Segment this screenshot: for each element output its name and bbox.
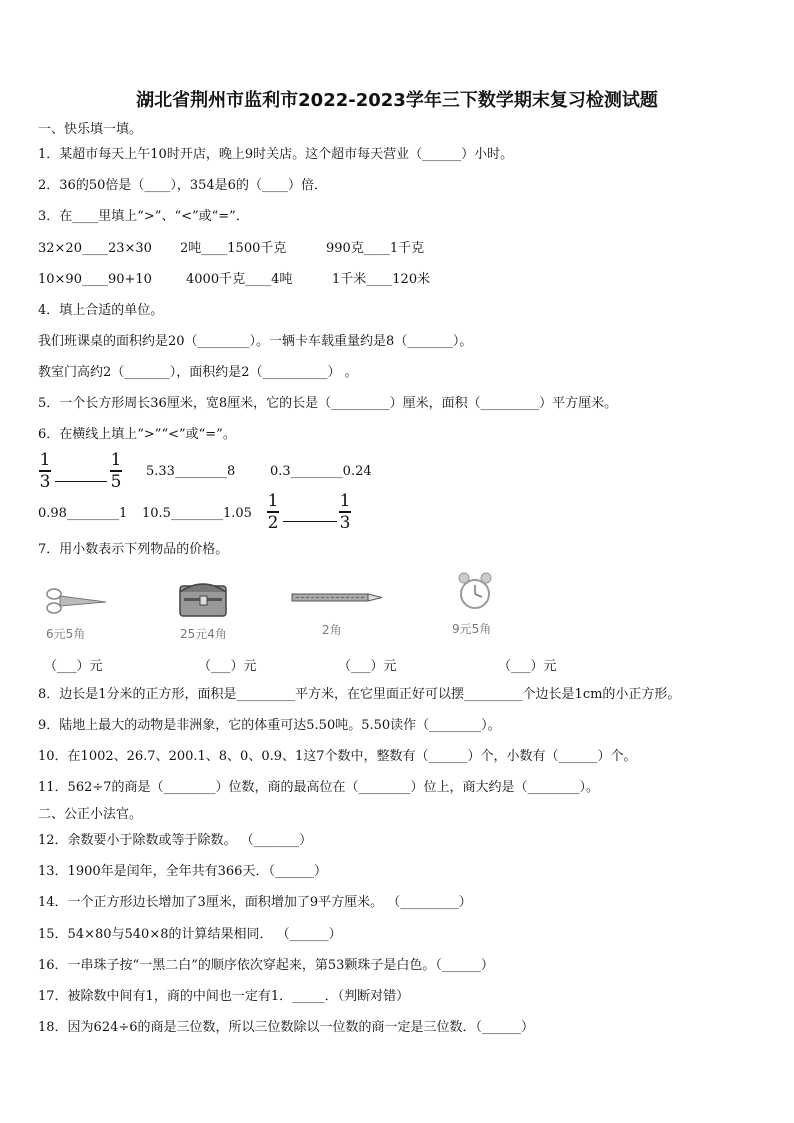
compare-item: 10.5________1.05 (142, 506, 252, 521)
compare-item: 1千米____120米 (332, 272, 431, 287)
question-12: 12．余数要小于除数或等于除数。 （_______） (38, 833, 313, 848)
compare-item: 2吨____1500千克 (180, 241, 287, 256)
compare-item: 4000千克____4吨 (186, 272, 293, 287)
question-16: 16．一串珠子按“一黑二白”的顺序依次穿起来，第53颗珠子是白色。（______） (38, 958, 494, 973)
question-8: 8．边长是1分米的正方形，面积是_________平方米，在它里面正好可以摆_________个边长是1cm的小正方形。 (38, 687, 681, 702)
question-14: 14．一个正方形边长增加了3厘米，面积增加了9平方厘米。 （_________） (38, 895, 472, 910)
question-18: 18．因为624÷6的商是三位数，所以三位数除以一位数的商一定是三位数．（______） (38, 1020, 535, 1035)
answer-blank[interactable] (283, 521, 337, 522)
question-13: 13．1900年是闰年，全年共有366天．（______） (38, 864, 327, 879)
fraction (266, 492, 280, 532)
fraction (338, 492, 352, 532)
question-7: 7．用小数表示下列物品的价格。 (38, 542, 229, 557)
question-4-part-a: 我们班课桌的面积约是20（________）。一辆卡车载重量约是8（_______）。 (38, 334, 473, 349)
question-4-part-b: 教室门高约2（_______），面积约是2（__________） 。 (38, 365, 358, 380)
question-4: 4．填上合适的单位。 (38, 303, 164, 318)
compare-item: 10×90____90+10 (38, 272, 152, 287)
question-6: 6．在横线上填上“>”“<”或“=”。 (38, 427, 236, 442)
section-heading-1: 一、快乐填一填。 (38, 122, 143, 137)
question-15: 15．54×80与540×8的计算结果相同． （______） (38, 927, 342, 942)
fraction-numerator: 1 (39, 450, 51, 470)
fraction-numerator: 1 (339, 491, 351, 511)
item-price: 6元5角 (46, 627, 86, 641)
price-answer: （___）元 (198, 659, 257, 674)
fraction-denominator: 3 (339, 512, 351, 533)
compare-item: 5.33________8 (146, 464, 236, 479)
compare-item: 0.98________1 (38, 506, 128, 521)
question-11: 11．562÷7的商是（________）位数，商的最高位在（________）位上，商大约是（________）。 (38, 780, 600, 795)
question-1: 1．某超市每天上午10时开店，晚上9时关店。这个超市每天营业（______）小时。 (38, 147, 514, 162)
price-answer: （___）元 (338, 659, 397, 674)
price-answer: （___）元 (44, 659, 103, 674)
compare-item: 990克____1千克 (326, 241, 425, 256)
question-9: 9．陆地上最大的动物是非洲象，它的体重可达5.50吨。5.50读作（________）。 (38, 718, 501, 733)
question-10: 10．在1002、26.7、200.1、8、0、0.9、1这7个数中，整数有（______）个，小数有（______）个。 (38, 749, 637, 764)
section-heading-2: 二、公正小法官。 (38, 807, 143, 822)
fraction-denominator: 5 (110, 471, 122, 492)
compare-item: 32×20____23×30 (38, 241, 152, 256)
answer-blank[interactable] (55, 481, 107, 482)
item-price: 9元5角 (452, 622, 492, 636)
question-17: 17．被除数中间有1，商的中间也一定有1．_____．（判断对错） (38, 989, 410, 1004)
question-3: 3．在____里填上“>”、“<”或“=”． (38, 209, 249, 224)
fraction (109, 451, 123, 491)
fraction-numerator: 1 (267, 491, 279, 511)
item-price: 25元4角 (180, 627, 227, 641)
item-price: 2角 (322, 623, 342, 637)
price-answer: （___）元 (498, 659, 557, 674)
fraction-denominator: 2 (267, 512, 279, 533)
compare-item: 0.3________0.24 (270, 464, 372, 479)
fraction-numerator: 1 (110, 450, 122, 470)
page-title: 湖北省荆州市监利市2022-2023学年三下数学期末复习检测试题 (136, 90, 658, 111)
question-2: 2．36的50倍是（____），354是6的（____）倍． (38, 178, 327, 193)
fraction-denominator: 3 (39, 471, 51, 492)
fraction (38, 451, 52, 491)
question-5: 5．一个长方形周长36厘米，宽8厘米，它的长是（_________）厘米，面积（_________）平方厘米。 (38, 396, 618, 411)
